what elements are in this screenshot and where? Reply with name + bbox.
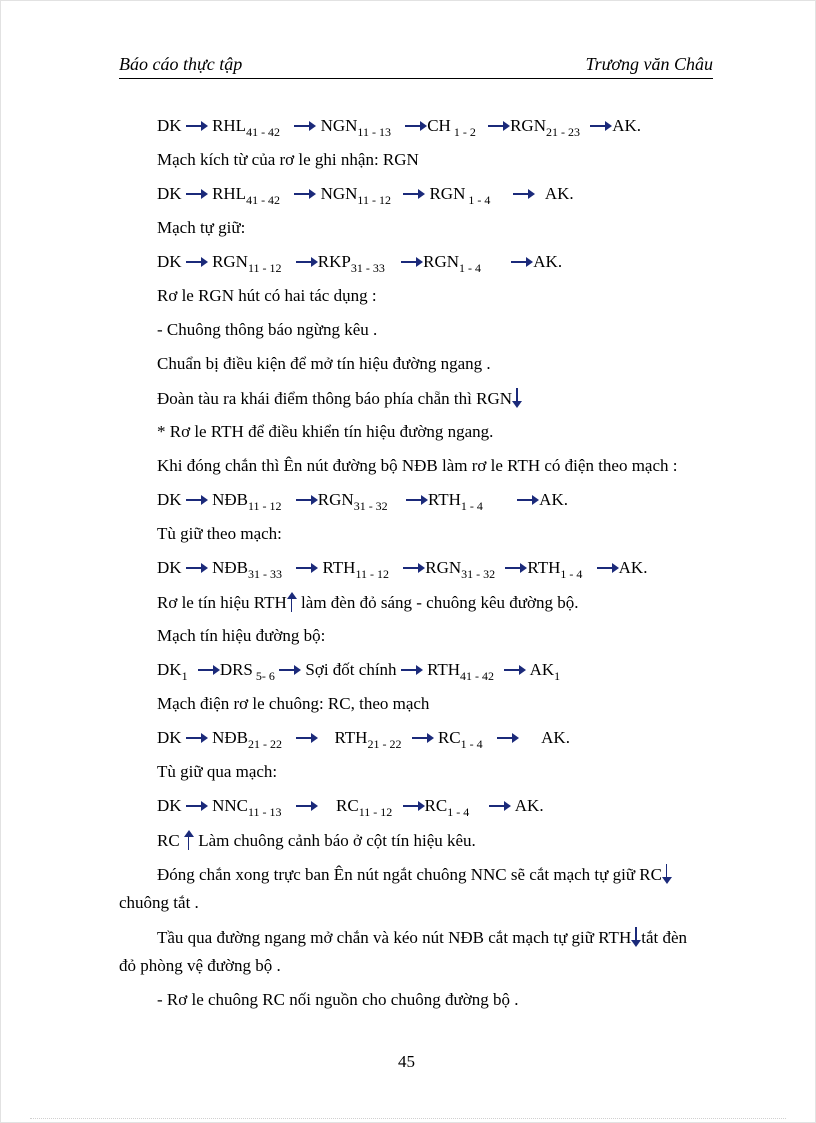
- subscript: 31 - 33: [247, 567, 282, 581]
- subscript: 1 - 4: [465, 193, 491, 207]
- subscript: 1 - 4: [560, 567, 583, 581]
- circuit-line-19: [157, 728, 570, 749]
- arrow-right-icon: [405, 121, 427, 131]
- component-rgn: RGN: [423, 252, 460, 271]
- component-rth: RTH: [322, 558, 356, 577]
- arrow-right-icon: [401, 665, 423, 675]
- arrow-right-icon: [186, 801, 208, 811]
- header-author: Trương văn Châu: [585, 54, 713, 74]
- label-ak: AK.: [533, 252, 563, 271]
- label-dk: DK: [157, 252, 182, 271]
- arrow-right-icon: [401, 257, 423, 267]
- arrow-right-icon: [296, 801, 318, 811]
- component-rgn: RGN: [212, 252, 248, 271]
- component-main-filament: Sợi đốt chính: [305, 660, 397, 679]
- subscript: 41 - 42: [460, 669, 495, 683]
- subscript: 1 - 2: [450, 125, 476, 139]
- label-ak: AK.: [618, 558, 648, 577]
- component-rc: RC: [424, 796, 448, 815]
- arrow-up-icon: [184, 830, 194, 850]
- subscript: 11 - 12: [247, 499, 282, 513]
- arrow-right-icon: [505, 563, 527, 573]
- arrow-up-icon: [287, 592, 297, 612]
- arrow-right-icon: [279, 665, 301, 675]
- arrow-right-icon: [403, 189, 425, 199]
- arrow-right-icon: [186, 563, 208, 573]
- component-rth: RTH: [427, 660, 461, 679]
- component-ndb: NĐB: [212, 558, 248, 577]
- text-line-18: Mạch điện rơ le chuông: RC, theo mạch: [157, 694, 430, 713]
- arrow-down-icon: [662, 864, 672, 884]
- text-line-15-start: Rơ le tín hiệu RTH: [157, 593, 287, 612]
- text-line-13: Tù giữ theo mạch:: [157, 524, 282, 543]
- header-report-title: Báo cáo thực tập: [119, 54, 243, 74]
- component-drs: DRS: [219, 660, 253, 679]
- text-line-6: Rơ le RGN hút có hai tác dụng :: [157, 286, 377, 305]
- subscript: 11 - 13: [357, 125, 391, 139]
- paragraph-1-line-1: [157, 864, 672, 885]
- subscript: 21 - 22: [247, 737, 282, 751]
- component-rhl: RHL: [212, 184, 247, 203]
- arrow-right-icon: [488, 121, 510, 131]
- arrow-right-icon: [186, 121, 208, 131]
- arrow-right-icon: [294, 121, 316, 131]
- arrow-right-icon: [186, 257, 208, 267]
- subscript: 31 - 33: [350, 261, 385, 275]
- component-nnc: NNC: [212, 796, 248, 815]
- circuit-line-5: [157, 252, 562, 273]
- arrow-right-icon: [186, 495, 208, 505]
- arrow-right-icon: [296, 257, 318, 267]
- arrow-right-icon: [296, 733, 318, 743]
- component-rth: RTH: [527, 558, 561, 577]
- arrow-right-icon: [403, 801, 425, 811]
- component-rth: RTH: [334, 728, 368, 747]
- paragraph-2-line-1: [157, 927, 687, 948]
- label-dk: DK: [157, 660, 182, 679]
- component-ngn: NGN: [320, 116, 358, 135]
- component-rgn: RGN: [429, 184, 466, 203]
- text-line-16: Mạch tín hiệu đường bộ:: [157, 626, 326, 645]
- component-rth: RTH: [427, 490, 461, 509]
- text-line-22-end: Làm chuông cảnh báo ở cột tín hiệu kêu.: [198, 831, 476, 850]
- circuit-line-1: [157, 116, 641, 137]
- component-rc: RC: [157, 831, 180, 850]
- paragraph-2-text-end: tắt đèn: [641, 928, 688, 947]
- circuit-line-3: [157, 184, 574, 205]
- subscript: 1: [554, 669, 561, 683]
- text-line-22: [157, 830, 476, 851]
- text-line-10: * Rơ le RTH để điều khiển tín hiệu đường ngang.: [157, 422, 494, 441]
- arrow-right-icon: [590, 121, 612, 131]
- subscript: 11 - 12: [357, 193, 391, 207]
- paragraph-2-text: Tầu qua đường ngang mở chắn và kéo nút NĐB cắt mạch tự giữ RTH: [157, 928, 632, 947]
- subscript: 1 - 4: [447, 805, 470, 819]
- circuit-line-12: [157, 490, 568, 511]
- label-ak: AK: [529, 660, 555, 679]
- text-line-20: Tù giữ qua mạch:: [157, 762, 278, 781]
- paragraph-2-line-2: đỏ phòng vệ đường bộ .: [119, 956, 281, 975]
- subscript: 31 - 32: [353, 499, 388, 513]
- arrow-right-icon: [296, 495, 318, 505]
- component-rc: RC: [437, 728, 461, 747]
- arrow-right-icon: [412, 733, 434, 743]
- arrow-right-icon: [497, 733, 519, 743]
- subscript: 31 - 32: [461, 567, 496, 581]
- arrow-right-icon: [198, 665, 220, 675]
- arrow-right-icon: [504, 665, 526, 675]
- label-ak: AK.: [541, 728, 570, 747]
- subscript: 1 - 4: [460, 499, 483, 513]
- component-ch: CH: [427, 116, 451, 135]
- label-ak: AK.: [514, 796, 544, 815]
- label-dk: DK: [157, 558, 182, 577]
- subscript: 1 - 4: [460, 737, 483, 751]
- label-ak: AK.: [544, 184, 574, 203]
- paragraph-3: - Rơ le chuông RC nối nguồn cho chuông đường bộ .: [157, 990, 519, 1009]
- label-dk: DK: [157, 728, 182, 747]
- text-line-4: Mạch tự giữ:: [157, 218, 246, 237]
- text-line-11: Khi đóng chắn thì Ên nút đường bộ NĐB làm rơ le RTH có điện theo mạch :: [157, 456, 678, 475]
- component-rgn: RGN: [317, 490, 354, 509]
- text-line-15: [157, 592, 578, 613]
- component-rkp: RKP: [317, 252, 351, 271]
- component-ndb: NĐB: [212, 728, 248, 747]
- label-dk: DK: [157, 184, 182, 203]
- arrow-down-icon: [512, 388, 522, 408]
- page-header: [119, 52, 713, 79]
- label-ak: AK.: [612, 116, 642, 135]
- component-rgn: RGN: [425, 558, 462, 577]
- subscript: 21 - 23: [546, 125, 580, 139]
- subscript: 11 - 12: [247, 261, 282, 275]
- subscript: 41 - 42: [246, 125, 281, 139]
- arrow-right-icon: [511, 257, 533, 267]
- text-line-9-content: Đoàn tàu ra khái điểm thông báo phía chẵn thì RGN: [157, 389, 513, 408]
- label-dk: DK: [157, 796, 182, 815]
- subscript: 1 - 4: [459, 261, 482, 275]
- arrow-right-icon: [294, 189, 316, 199]
- arrow-right-icon: [489, 801, 511, 811]
- component-ngn: NGN: [320, 184, 358, 203]
- subscript: 41 - 42: [246, 193, 281, 207]
- text-line-8: Chuẩn bị điều kiện để mở tín hiệu đường ngang .: [157, 354, 491, 373]
- arrow-right-icon: [296, 563, 318, 573]
- circuit-line-17: [157, 660, 560, 681]
- label-ak: AK.: [539, 490, 568, 509]
- arrow-right-icon: [186, 733, 208, 743]
- arrow-down-icon: [631, 927, 641, 947]
- component-ndb: NĐB: [212, 490, 248, 509]
- label-dk: DK: [157, 490, 182, 509]
- page-bottom-divider: [30, 1118, 786, 1119]
- component-rgn: RGN: [510, 116, 546, 135]
- label-dk: DK: [157, 116, 182, 135]
- component-rc: RC: [336, 796, 359, 815]
- arrow-right-icon: [406, 495, 428, 505]
- subscript: 21 - 22: [367, 737, 402, 751]
- arrow-right-icon: [517, 495, 539, 505]
- subscript: 1: [181, 669, 188, 683]
- paragraph-1-text: Đóng chắn xong trực ban Ên nút ngắt chuông NNC sẽ cắt mạch tự giữ RC: [157, 865, 662, 884]
- subscript: 11 - 12: [355, 567, 390, 581]
- text-line-7: - Chuông thông báo ngừng kêu .: [157, 320, 378, 339]
- arrow-right-icon: [513, 189, 535, 199]
- text-line-9: [157, 388, 522, 409]
- component-rhl: RHL: [212, 116, 247, 135]
- circuit-line-14: [157, 558, 647, 579]
- text-line-2: Mạch kích từ của rơ le ghi nhận: RGN: [157, 150, 419, 169]
- paragraph-1-line-2: chuông tắt .: [119, 893, 199, 912]
- circuit-line-21: [157, 796, 544, 817]
- page-number: 45: [398, 1052, 415, 1071]
- text-line-15-end: làm đèn đỏ sáng - chuông kêu đường bộ.: [296, 593, 579, 612]
- arrow-right-icon: [186, 189, 208, 199]
- arrow-right-icon: [597, 563, 619, 573]
- subscript: 11 - 13: [247, 805, 282, 819]
- subscript: 5- 6: [252, 669, 275, 683]
- arrow-right-icon: [403, 563, 425, 573]
- subscript: 11 - 12: [358, 805, 393, 819]
